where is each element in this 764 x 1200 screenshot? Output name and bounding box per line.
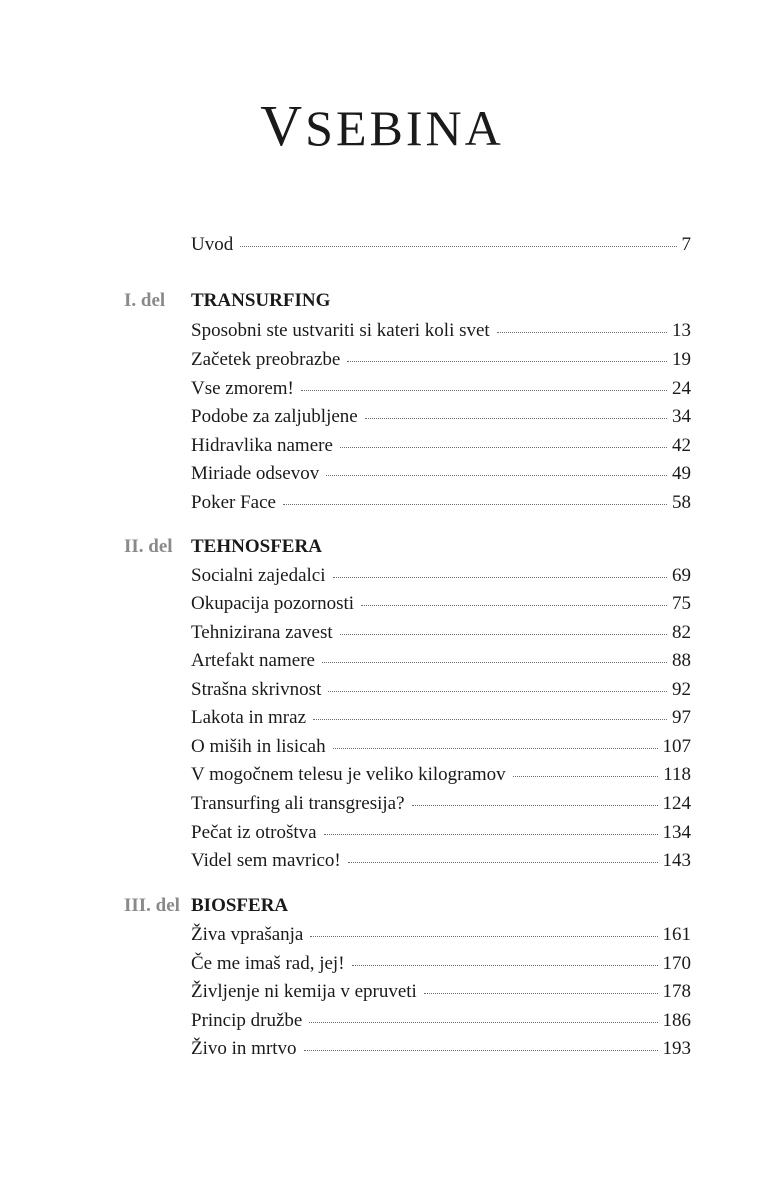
dot-leader [324, 833, 658, 835]
toc-entry-label: Če me imaš rad, jej! [191, 953, 345, 974]
part-name: TEHNOSFERA [191, 536, 322, 557]
toc-entry-page: 193 [662, 1038, 691, 1059]
toc-entry-label: Princip družbe [191, 1010, 303, 1031]
toc-entry [191, 433, 691, 459]
toc-entry-page: 7 [681, 234, 691, 255]
toc-entry-page: 69 [672, 565, 691, 586]
dot-leader [424, 992, 658, 994]
toc-entry-label: Okupacija pozornosti [191, 593, 355, 614]
toc-entry-page: 24 [672, 378, 691, 399]
toc-entry-page: 75 [672, 593, 691, 614]
toc-entry-label: Tehnizirana zavest [191, 622, 333, 643]
toc-entry [191, 648, 691, 674]
page-title: VSEBINA [260, 93, 504, 158]
toc-entry [191, 461, 691, 487]
dot-leader [348, 861, 658, 863]
toc-entry-label: Strašna skrivnost [191, 679, 322, 700]
toc-entry [191, 347, 691, 373]
toc-entry-page: 124 [662, 793, 691, 814]
toc-entry-label: Hidravlika namere [191, 435, 333, 456]
toc-entry-label: Začetek preobrazbe [191, 349, 341, 370]
toc-entry-page: 134 [662, 822, 691, 843]
dot-leader [497, 331, 667, 333]
toc-entry-label: Lakota in mraz [191, 707, 307, 728]
toc-entry-label: Sposobni ste ustvariti si kateri koli svet [191, 320, 490, 341]
toc-entry-intro [191, 232, 691, 258]
toc-entry-label: Življenje ni kemija v epruveti [191, 981, 417, 1002]
toc-entry-label: O miših in lisicah [191, 736, 326, 757]
toc-entry [191, 791, 691, 817]
toc-entry-label: Videl sem mavrico! [191, 850, 341, 871]
dot-leader [365, 417, 667, 419]
toc-entry [191, 922, 691, 948]
toc-entry-page: 143 [662, 850, 691, 871]
toc-entry-page: 97 [672, 707, 691, 728]
toc-entry-label: Poker Face [191, 492, 276, 513]
toc-entry [191, 318, 691, 344]
toc-entry [191, 677, 691, 703]
dot-leader [347, 360, 667, 362]
part-heading-3 [124, 893, 288, 919]
dot-leader [309, 1021, 657, 1023]
toc-entry [191, 951, 691, 977]
toc-entry-label: Podobe za zaljubljene [191, 406, 358, 427]
toc-entry [191, 563, 691, 589]
toc-entry [191, 404, 691, 430]
dot-leader [240, 245, 676, 247]
toc-entry [191, 705, 691, 731]
dot-leader [513, 775, 659, 777]
toc-entry [191, 1008, 691, 1034]
toc-entry [191, 591, 691, 617]
dot-leader [333, 747, 658, 749]
toc-entry-page: 92 [672, 679, 691, 700]
dot-leader [304, 1049, 658, 1051]
toc-entry-page: 34 [672, 406, 691, 427]
part-number: III. del [124, 895, 180, 916]
toc-entry-label: Vse zmorem! [191, 378, 294, 399]
toc-entry-page: 58 [672, 492, 691, 513]
toc-entry-label: Pečat iz otroštva [191, 822, 317, 843]
dot-leader [333, 576, 667, 578]
toc-entry-label: Živa vprašanja [191, 924, 304, 945]
toc-entry [191, 762, 691, 788]
toc-entry [191, 490, 691, 516]
toc-entry-page: 107 [662, 736, 691, 757]
toc-entry [191, 1036, 691, 1062]
part-number: I. del [124, 290, 166, 311]
dot-leader [412, 804, 658, 806]
toc-entry-label: Miriade odsevov [191, 463, 320, 484]
toc-entry-page: 178 [662, 981, 691, 1002]
dot-leader [328, 690, 667, 692]
part-name: BIOSFERA [191, 895, 289, 916]
dot-leader [340, 633, 667, 635]
toc-entry-label: Transurfing ali transgresija? [191, 793, 405, 814]
toc-entry-label: Uvod [191, 234, 234, 255]
toc-entry-page: 161 [662, 924, 691, 945]
toc-entry-label: Socialni zajedalci [191, 565, 326, 586]
toc-entry-page: 88 [672, 650, 691, 671]
toc-entry-page: 19 [672, 349, 691, 370]
dot-leader [361, 604, 667, 606]
part-number: II. del [124, 536, 173, 557]
part-heading-2 [124, 534, 322, 560]
dot-leader [340, 446, 667, 448]
dot-leader [283, 503, 667, 505]
part-heading-1 [124, 288, 330, 314]
dot-leader [322, 661, 667, 663]
toc-entry [191, 979, 691, 1005]
toc-entry [191, 734, 691, 760]
toc-entry [191, 848, 691, 874]
toc-entry-page: 118 [663, 764, 691, 785]
dot-leader [352, 964, 658, 966]
toc-entry-label: Artefakt namere [191, 650, 315, 671]
toc-entry [191, 820, 691, 846]
dot-leader [301, 389, 667, 391]
toc-entry-page: 186 [662, 1010, 691, 1031]
dot-leader [313, 718, 667, 720]
toc-entry-page: 82 [672, 622, 691, 643]
toc-entry [191, 620, 691, 646]
toc-entry [191, 376, 691, 402]
toc-entry-page: 49 [672, 463, 691, 484]
toc-entry-page: 170 [662, 953, 691, 974]
part-name: TRANSURFING [191, 290, 331, 311]
toc-entry-page: 42 [672, 435, 691, 456]
toc-entry-label: V mogočnem telesu je veliko kilogramov [191, 764, 506, 785]
toc-entry-page: 13 [672, 320, 691, 341]
dot-leader [310, 935, 657, 937]
dot-leader [326, 474, 667, 476]
toc-entry-label: Živo in mrtvo [191, 1038, 297, 1059]
